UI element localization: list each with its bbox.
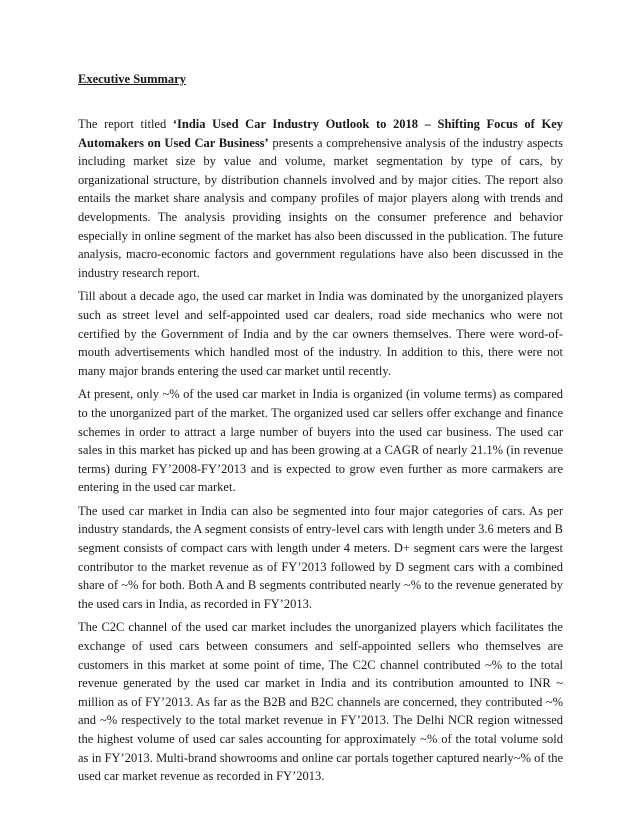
paragraph-channels: The C2C channel of the used car market includes the unorganized players which facilitates the exchange of used cars between consumers and self-appointed sellers who themselves are customers in this market at some point of time, The C2C channel contributed ~% to the total revenue generated by the used car market in India and its contribution amounted to INR ~ million as of FY’2013. As far as the B2B and B2C channels are concerned, they contributed ~% and ~% respectively to the total market revenue in FY’2013. The Delhi NCR region witnessed the highest volume of used car sales accounting for approximately ~% of the total volume sold as in FY’2013. Multi-brand showrooms and online car portals together captured nearly~% of the used car market revenue as recorded in FY’2013. (78, 620, 563, 784)
paragraph-organized-market: At present, only ~% of the used car market in India is organized (in volume terms) as compared to the unorganized part of the market. The organized used car sellers offer exchange and finance schemes in order to attract a large number of buyers into the used car business. The used car sales in this market has picked up and has been growing at a CAGR of nearly 21.1% (in revenue terms) during FY’2008-FY’2013 and is expected to grow even further as more carmakers are entering in the used car market. (78, 387, 563, 495)
intro-body: presents a comprehensive analysis of the industry aspects including market size by value and volume, market segmentation by type of cars, by organizational structure, by distribution channels involved and by major cities. The report also entails the market share analysis and company profiles of major players along with trends and developments. The analysis providing insights on the consumer preference and behavior especially in online segment of the market has also been discussed in the publication. The future analysis, macro-economic factors and government regulations have also been discussed in the industry research report. (78, 135, 563, 280)
intro-prefix: The report titled (78, 117, 173, 131)
report-title: ‘India Used Car Industry Outlook to 2018 – Shifting Focus of Key Automakers on Used Car Business’ (78, 117, 563, 150)
document-page (78, 70, 563, 791)
paragraph-segmentation: The used car market in India can also be segmented into four major categories of cars. As per industry standards, the A segment consists of entry-level cars with length under 3.6 meters and B segment consists of compact cars with length under 4 meters. D+ segment cars were the largest contributor to the market revenue as of FY’2013 followed by D segment cars with a combined share of ~% for both. Both A and B segments contributed nearly ~% to the revenue generated by the used cars in India, as recorded in FY’2013. (78, 503, 563, 611)
paragraph-history: Till about a decade ago, the used car market in India was dominated by the unorganized players such as street level and self-appointed used car dealers, road side mechanics who were not certified by the Government of India and by the car owners themselves. There were word-of-mouth advertisements which handled most of the industry. In addition to this, there were not many major brands entering the used car market until recently. (78, 289, 563, 378)
section-heading: Executive Summary (78, 72, 186, 86)
intro-paragraph (78, 115, 563, 282)
